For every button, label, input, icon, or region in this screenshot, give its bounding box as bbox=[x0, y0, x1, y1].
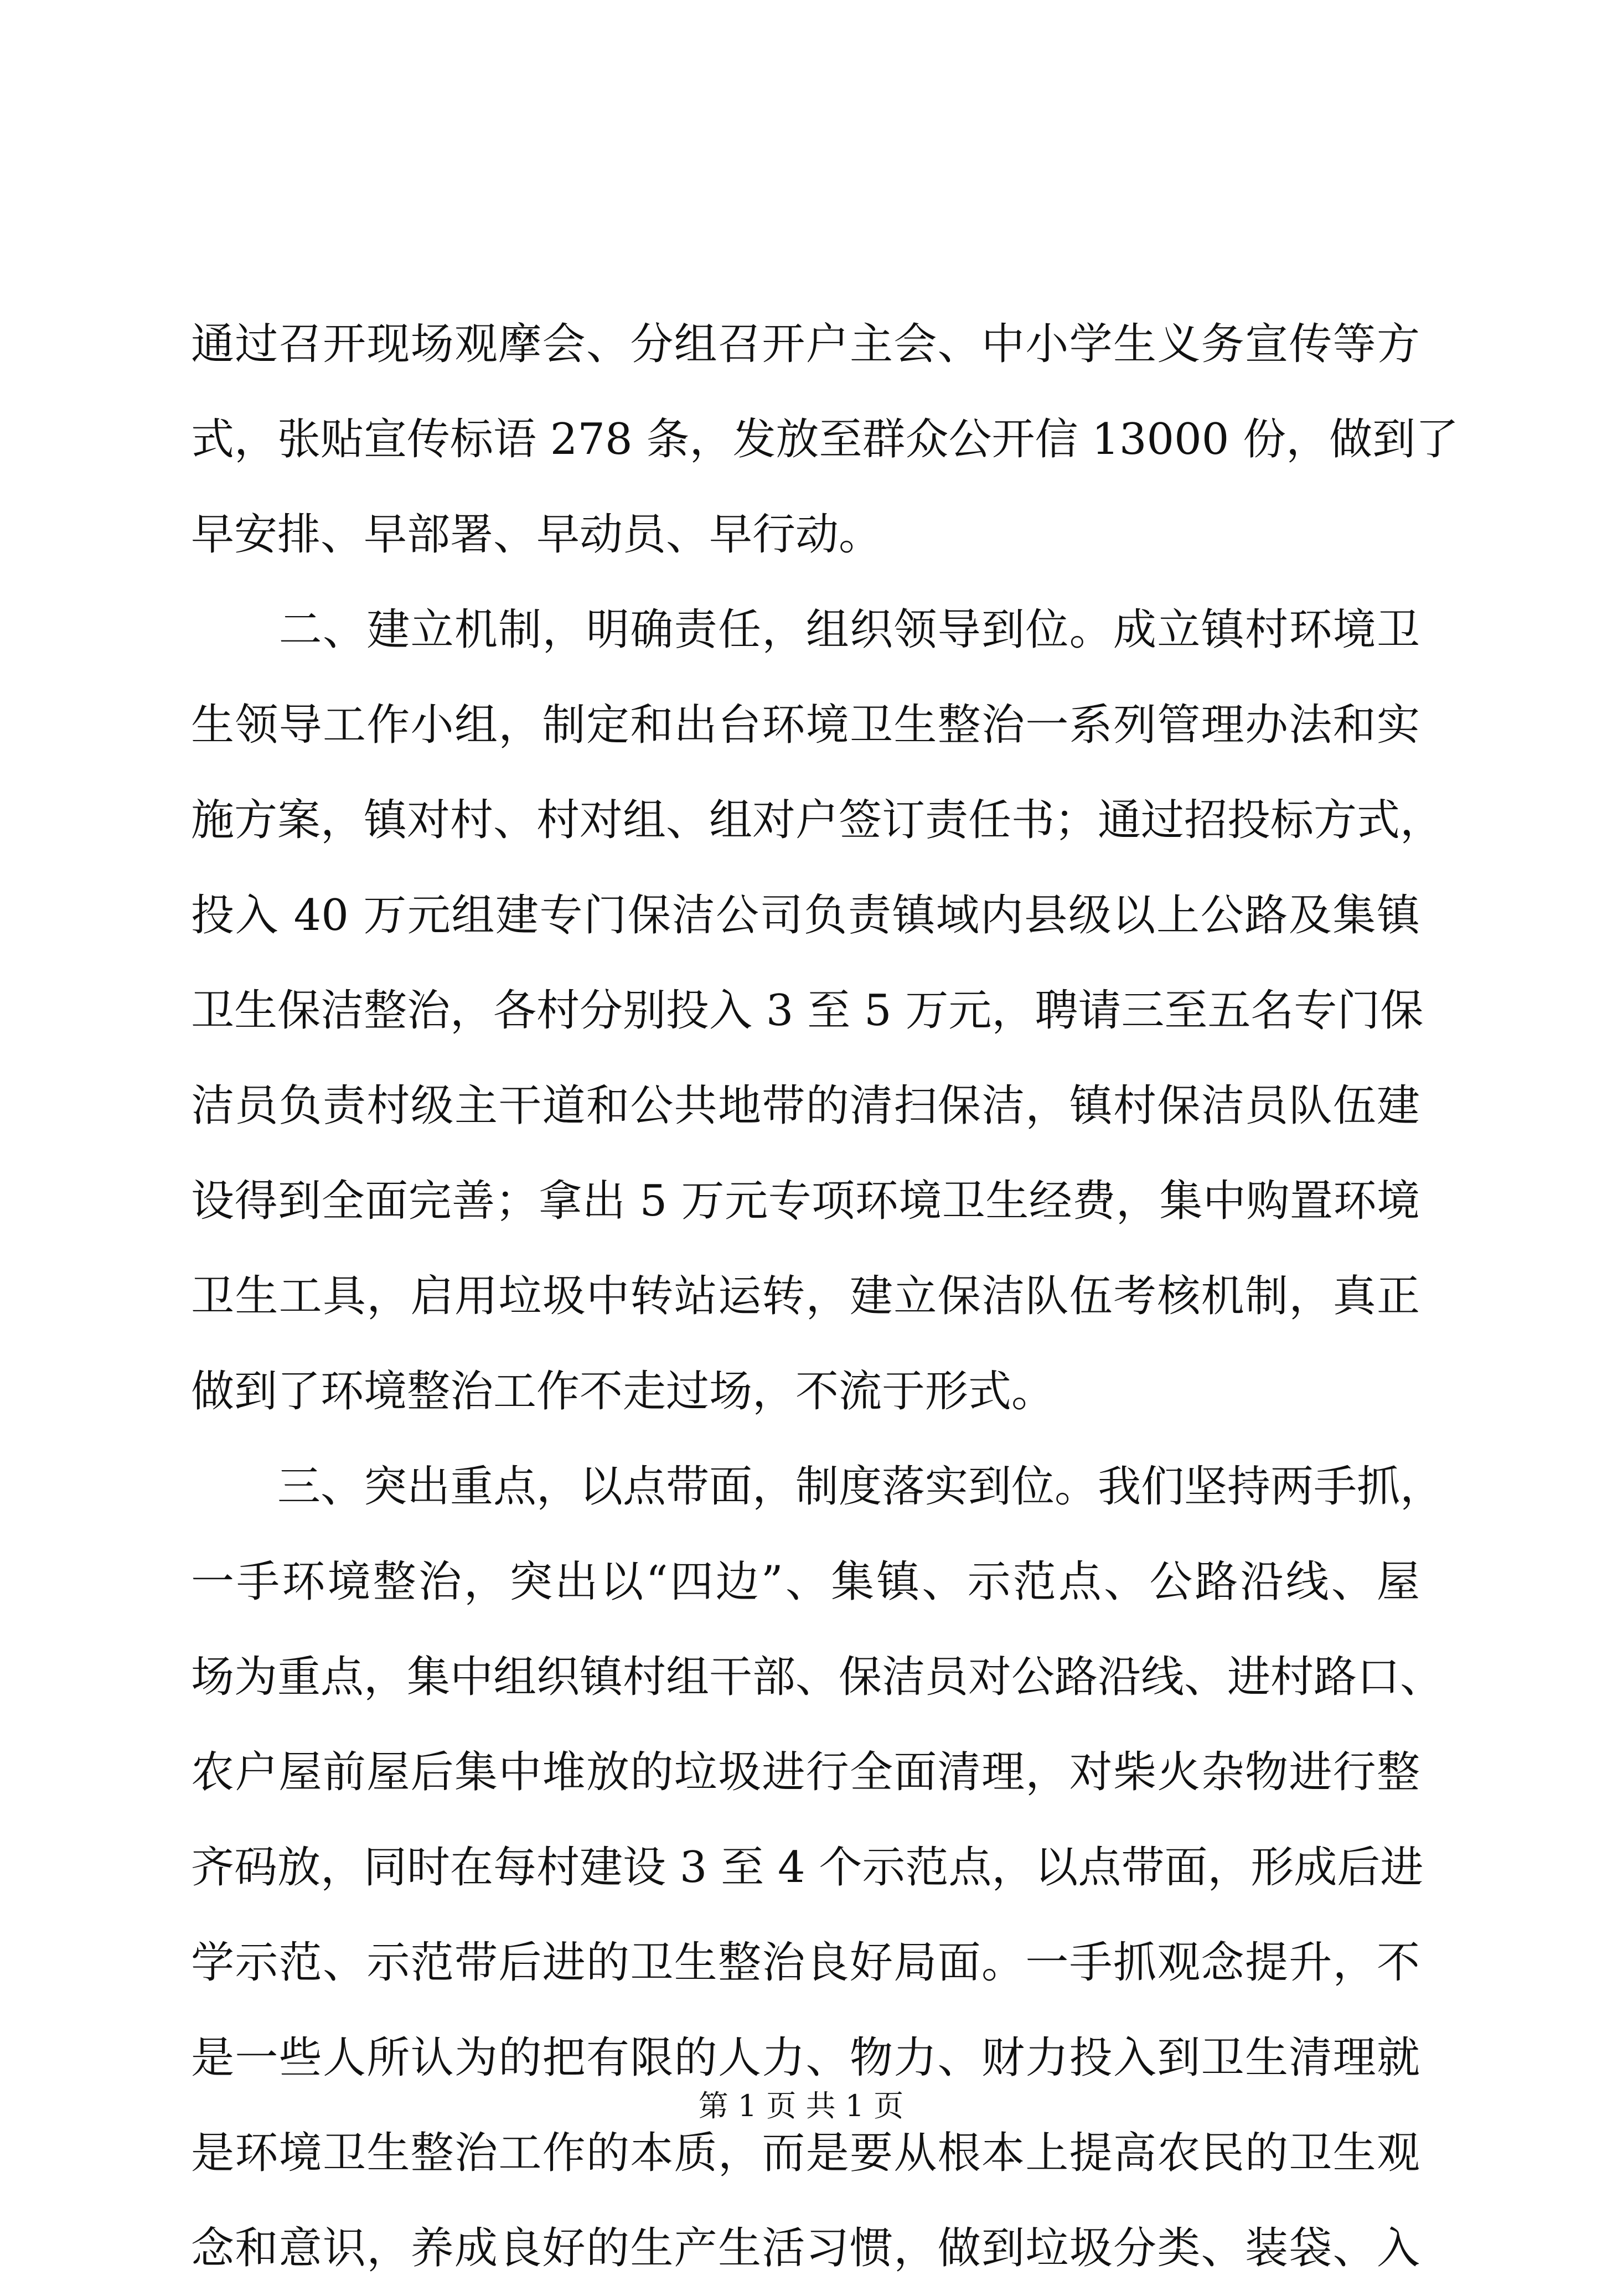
page-number-footer: 第 1 页 共 1 页 bbox=[698, 2088, 904, 2123]
text-line: 早安排、早部署、早动员、早行动。 bbox=[191, 510, 882, 560]
text-line: 设得到全面完善；拿出 5 万元专项环境卫生经费，集中购置环境 bbox=[191, 1176, 1420, 1226]
text-line: 三、突出重点，以点带面，制度落实到位。我们坚持两手抓， bbox=[191, 1462, 1444, 1512]
text-line: 一手环境整治，突出以“四边”、集镇、示范点、公路沿线、屋 bbox=[191, 1557, 1420, 1607]
text-line: 学示范、示范带后进的卫生整治良好局面。一手抓观念提升，不 bbox=[191, 1938, 1420, 1988]
text-line: 卫生工具，启用垃圾中转站运转，建立保洁队伍考核机制，真正 bbox=[191, 1271, 1420, 1321]
text-line: 农户屋前屋后集中堆放的垃圾进行全面清理，对柴火杂物进行整 bbox=[191, 1747, 1420, 1797]
text-line: 二、建立机制，明确责任，组织领导到位。成立镇村环境卫 bbox=[191, 605, 1420, 655]
text-line: 洁员负责村级主干道和公共地带的清扫保洁，镇村保洁员队伍建 bbox=[191, 1081, 1420, 1131]
text-line: 卫生保洁整治，各村分别投入 3 至 5 万元，聘请三至五名专门保 bbox=[191, 986, 1424, 1036]
text-line: 是环境卫生整治工作的本质，而是要从根本上提高农民的卫生观 bbox=[191, 2128, 1420, 2178]
text-line: 齐码放，同时在每村建设 3 至 4 个示范点，以点带面，形成后进 bbox=[191, 1843, 1424, 1892]
text-line: 生领导工作小组，制定和出台环境卫生整治一系列管理办法和实 bbox=[191, 700, 1420, 750]
text-line: 通过召开现场观摩会、分组召开户主会、中小学生义务宣传等方 bbox=[191, 319, 1420, 369]
text-line: 念和意识，养成良好的生产生活习惯，做到垃圾分类、装袋、入 bbox=[191, 2223, 1420, 2273]
text-line: 投入 40 万元组建专门保洁公司负责镇域内县级以上公路及集镇 bbox=[191, 891, 1420, 940]
text-line: 场为重点，集中组织镇村组干部、保洁员对公路沿线、进村路口、 bbox=[191, 1652, 1444, 1702]
text-line: 是一些人所认为的把有限的人力、物力、财力投入到卫生清理就 bbox=[191, 2033, 1420, 2083]
document-body bbox=[191, 297, 1459, 2296]
text-line: 做到了环境整治工作不走过场，不流于形式。 bbox=[191, 1367, 1055, 1416]
text-line: 式，张贴宣传标语 278 条，发放至群众公开信 13000 份，做到了 bbox=[191, 415, 1459, 464]
text-line: 施方案，镇对村、村对组、组对户签订责任书；通过招投标方式， bbox=[191, 795, 1444, 845]
